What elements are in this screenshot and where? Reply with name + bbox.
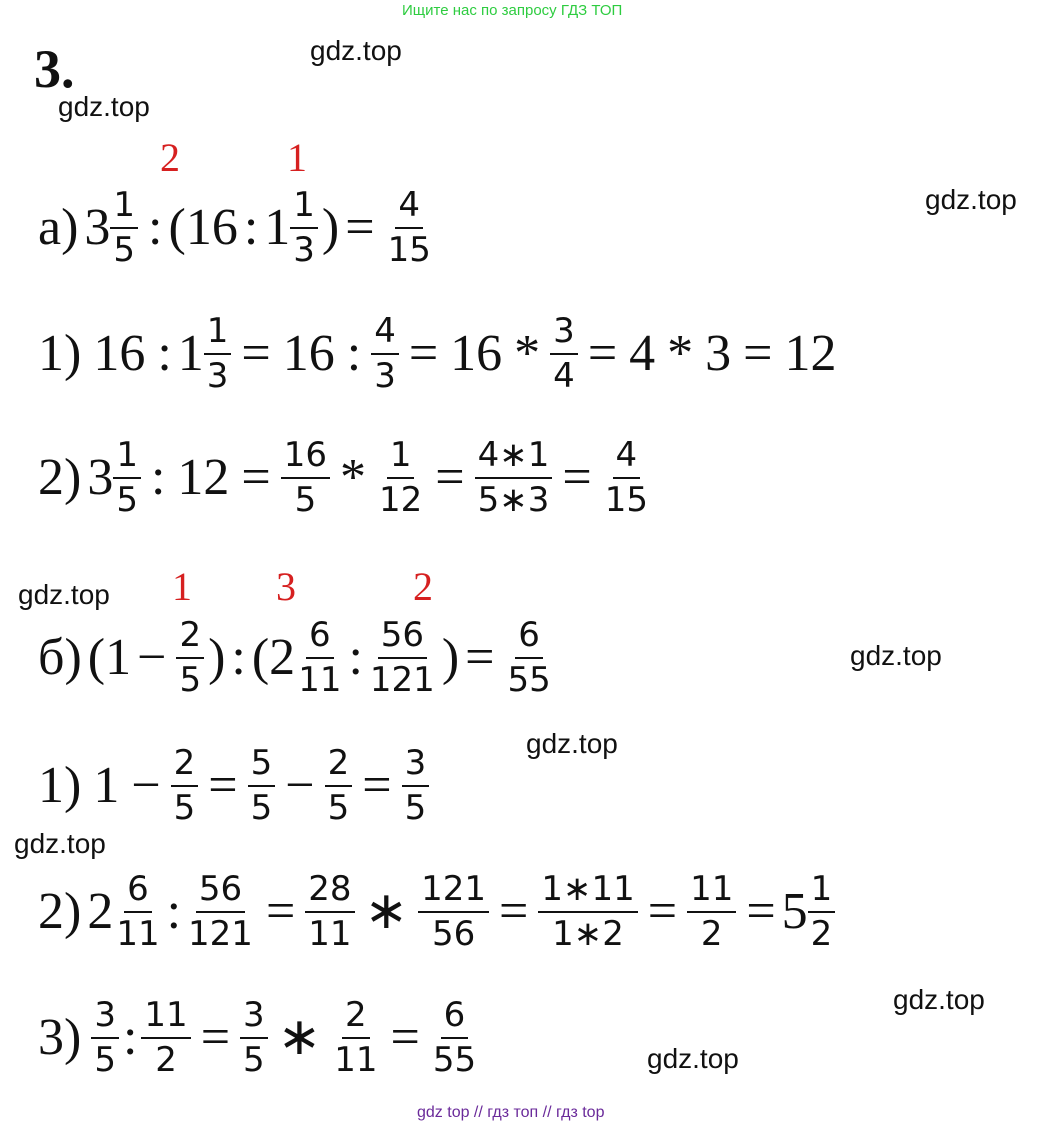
fraction: [602, 436, 651, 520]
denominator: 56: [431, 914, 476, 955]
label: 3): [38, 1009, 82, 1067]
whole: 1: [177, 325, 204, 383]
term: 16: [282, 325, 335, 383]
part-a-step-2: [32, 436, 655, 520]
mixed-number: [782, 870, 840, 954]
numerator: 11: [687, 870, 736, 913]
denominator: 1∗2: [552, 914, 624, 955]
denominator: 2: [810, 914, 833, 955]
order-mark: 1: [287, 135, 307, 180]
fraction: [91, 996, 119, 1080]
numerator: 6: [306, 616, 334, 659]
fraction: [141, 996, 190, 1080]
fraction: [248, 744, 276, 828]
paren: ): [441, 629, 460, 687]
whole: 5: [781, 883, 808, 941]
fraction: [385, 186, 434, 270]
part-a-step-1: [32, 312, 842, 396]
denominator: 55: [507, 660, 551, 701]
denominator: 5: [113, 230, 136, 271]
operator: *: [340, 449, 367, 507]
denominator: 11: [308, 914, 352, 955]
operator: :: [346, 325, 362, 383]
denominator: 11: [298, 660, 342, 701]
denominator: 5: [294, 480, 317, 521]
denominator: 11: [116, 914, 160, 955]
mixed-number: [178, 312, 236, 396]
equals: =: [562, 449, 592, 507]
part-b-statement: [32, 616, 558, 700]
watermark: gdz.top: [893, 984, 985, 1015]
mixed-number: [264, 186, 322, 270]
numerator: 1: [290, 186, 318, 229]
operator: ∗: [364, 883, 409, 941]
order-mark: 3: [276, 564, 296, 609]
numerator: 1: [204, 312, 232, 355]
paren: ): [208, 629, 226, 687]
term: 1: [93, 757, 120, 815]
watermark: gdz.top: [58, 91, 150, 122]
term: 16: [93, 325, 146, 383]
part-b-step-2: [32, 870, 839, 954]
numerator: 2: [176, 616, 204, 659]
mixed-number: [87, 436, 145, 520]
fraction: [538, 870, 637, 954]
numerator: 3: [91, 996, 119, 1039]
fraction: [325, 744, 353, 828]
label: 1): [38, 757, 82, 815]
top-banner[interactable]: Ищите нас по запросу ГДЗ ТОП: [402, 2, 623, 19]
operator: :: [243, 199, 259, 257]
numerator: 2: [325, 744, 353, 787]
denominator: 3: [206, 356, 229, 397]
watermark: gdz.top: [14, 828, 106, 859]
denominator: 4: [553, 356, 575, 397]
term: 3: [705, 325, 732, 383]
mixed-number: [87, 870, 166, 954]
equals: =: [465, 629, 495, 687]
numerator: 4: [371, 312, 399, 355]
fraction: [402, 744, 430, 828]
term: 12: [177, 449, 230, 507]
denominator: 5: [404, 788, 427, 829]
numerator: 6: [515, 616, 543, 659]
denominator: 121: [369, 660, 435, 701]
numerator: 11: [141, 996, 190, 1039]
equals: =: [647, 883, 678, 941]
denominator: 121: [188, 914, 253, 955]
denominator: 5: [250, 788, 273, 829]
term: (1: [87, 629, 132, 687]
fraction: [281, 436, 330, 520]
fraction: [305, 870, 354, 954]
footer-links[interactable]: gdz top // гдз топ // гдз top: [417, 1104, 605, 1121]
operator: :: [348, 629, 363, 687]
equals: =: [499, 883, 529, 941]
numerator: 6: [124, 870, 152, 913]
denominator: 5: [243, 1040, 265, 1081]
fraction: [110, 186, 138, 270]
denominator: 5: [94, 1040, 116, 1081]
numerator: 1: [110, 186, 138, 229]
fraction: [295, 616, 344, 700]
denominator: 5: [116, 480, 138, 521]
numerator: 121: [418, 870, 489, 913]
denominator: 55: [432, 1040, 477, 1081]
fraction: [331, 996, 380, 1080]
numerator: 2: [171, 744, 199, 787]
fraction: [550, 312, 578, 396]
watermark: gdz.top: [647, 1043, 739, 1074]
numerator: 16: [281, 436, 330, 479]
denominator: 5: [179, 660, 202, 701]
mixed-number: [84, 186, 142, 270]
whole: 3: [84, 199, 111, 257]
fraction: [113, 436, 141, 520]
operator: :: [122, 1009, 138, 1067]
operator: :: [231, 629, 246, 687]
fraction: [376, 436, 425, 520]
numerator: 4: [395, 186, 423, 229]
numerator: 5: [248, 744, 276, 787]
operator: :: [166, 883, 182, 941]
numerator: 2: [342, 996, 370, 1039]
equals: =: [241, 449, 271, 507]
whole: 1: [264, 199, 291, 257]
fraction: [430, 996, 479, 1080]
fraction: [418, 870, 489, 954]
fraction: [171, 744, 199, 828]
watermark: gdz.top: [310, 35, 402, 66]
order-mark: 2: [413, 564, 433, 609]
denominator: 2: [700, 914, 723, 955]
equals: =: [200, 1009, 231, 1067]
order-mark: 1: [172, 564, 192, 609]
numerator: 3: [402, 744, 430, 787]
equals: =: [265, 883, 296, 941]
numerator: 56: [196, 870, 245, 913]
numerator: 56: [378, 616, 427, 659]
operator: −: [131, 757, 161, 815]
fraction: [367, 616, 438, 700]
fraction: [240, 996, 268, 1080]
denominator: 15: [387, 230, 431, 271]
equals: =: [743, 325, 773, 383]
label: 2): [38, 883, 82, 941]
denominator: 5: [173, 788, 196, 829]
fraction: [185, 870, 256, 954]
denominator: 2: [155, 1040, 177, 1081]
operator: :: [150, 449, 166, 507]
denominator: 5∗3: [477, 480, 550, 521]
part-a-statement: [32, 186, 438, 270]
watermark: gdz.top: [18, 579, 110, 610]
equals: =: [408, 325, 439, 383]
fraction: [504, 616, 553, 700]
equals: =: [435, 449, 465, 507]
operator: ∗: [277, 1009, 322, 1067]
denominator: 3: [293, 230, 315, 271]
watermark: gdz.top: [925, 184, 1017, 215]
fraction: [113, 870, 162, 954]
term: 16: [450, 325, 503, 383]
equals: =: [746, 883, 776, 941]
denominator: 12: [379, 480, 423, 521]
label: а): [38, 199, 79, 257]
term: 4: [629, 325, 656, 383]
operator: :: [148, 199, 163, 257]
equals: =: [362, 757, 392, 815]
equals: =: [587, 325, 618, 383]
equals: =: [345, 199, 375, 257]
part-b-step-1: [32, 744, 433, 828]
operator: :: [157, 325, 172, 383]
equals: =: [208, 757, 238, 815]
label: 2): [38, 449, 82, 507]
numerator: 4∗1: [475, 436, 553, 479]
numerator: 3: [240, 996, 268, 1039]
label: б): [38, 629, 82, 687]
numerator: 3: [550, 312, 578, 355]
numerator: 28: [305, 870, 354, 913]
operator: *: [514, 325, 541, 383]
numerator: 1: [808, 870, 836, 913]
fraction: [290, 186, 318, 270]
paren: ): [321, 199, 340, 257]
denominator: 11: [334, 1040, 378, 1081]
fraction: [687, 870, 736, 954]
result: 12: [784, 325, 837, 383]
watermark: gdz.top: [850, 640, 942, 671]
mixed-number: [252, 616, 349, 700]
term: (16: [168, 199, 238, 257]
fraction: [204, 312, 232, 396]
numerator: 4: [613, 436, 641, 479]
operator: *: [667, 325, 694, 383]
task-number: 3.: [34, 39, 75, 99]
fraction: [808, 870, 836, 954]
operator: −: [137, 629, 167, 687]
order-mark: 2: [160, 135, 180, 180]
whole: 2: [87, 883, 114, 941]
denominator: 5: [327, 788, 350, 829]
label: 1): [38, 325, 82, 383]
fraction: [475, 436, 553, 520]
operator: −: [285, 757, 315, 815]
whole: 3: [87, 449, 114, 507]
fraction: [176, 616, 204, 700]
fraction: [371, 312, 399, 396]
watermark: gdz.top: [526, 728, 618, 759]
denominator: 15: [604, 480, 648, 521]
equals: =: [390, 1009, 420, 1067]
numerator: 1: [387, 436, 415, 479]
denominator: 3: [374, 356, 396, 397]
numerator: 6: [441, 996, 469, 1039]
numerator: 1: [113, 436, 141, 479]
part-b-step-3: [32, 996, 483, 1080]
numerator: 1∗11: [538, 870, 637, 913]
equals: =: [241, 325, 271, 383]
whole: (2: [251, 629, 296, 687]
